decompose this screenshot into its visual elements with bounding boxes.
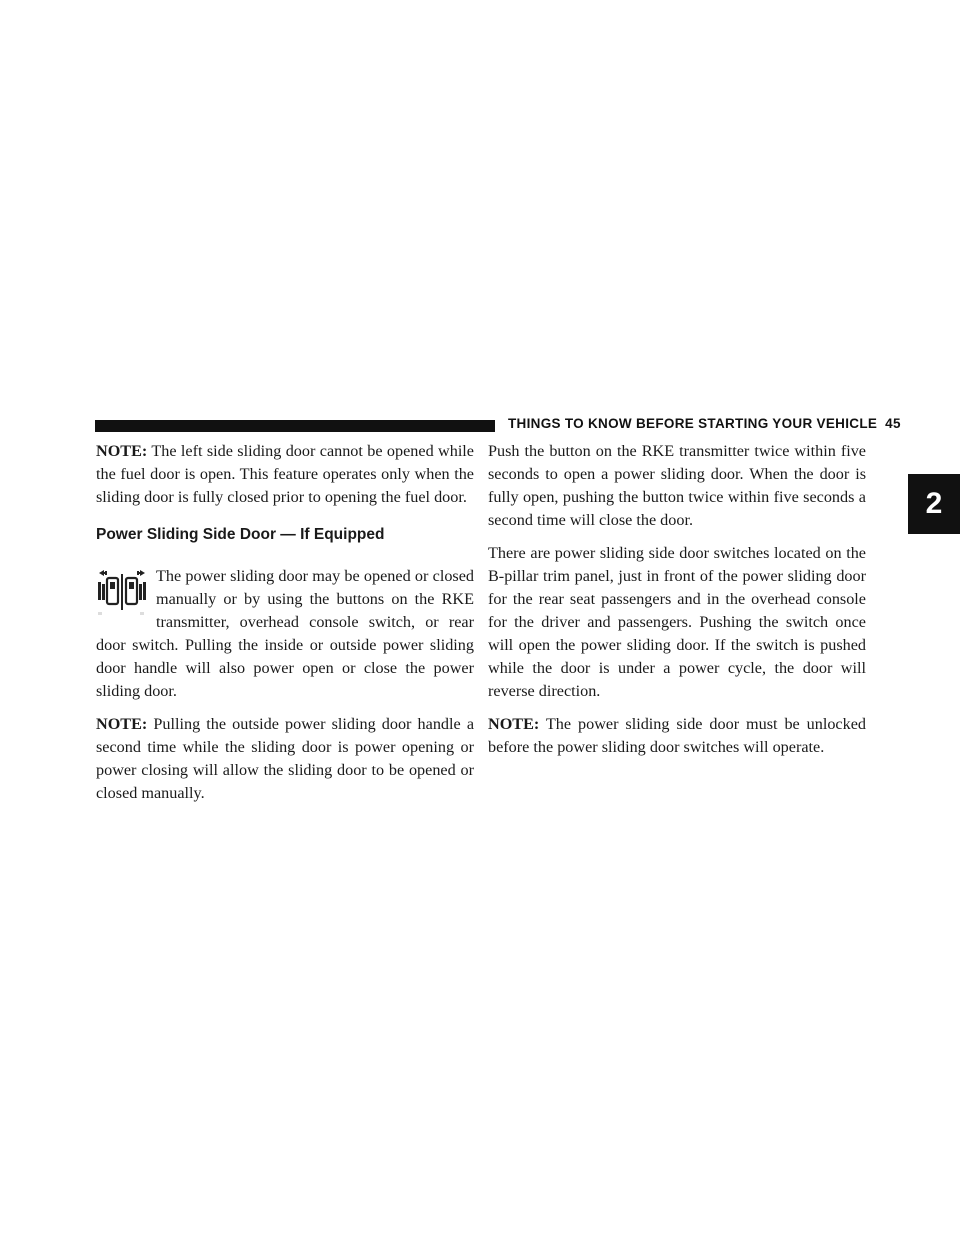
body-paragraph: Push the button on the RKE transmitter twice within five seconds to open a power sliding door. When the door is fully open, pushing the button twice within five seconds a second time will close the door. [488,442,866,529]
header-bar [95,420,495,432]
page-number: 45 [885,416,901,431]
note-text: The power sliding side door must be unlocked before the power sliding door switches will operate. [488,715,866,756]
section-heading: Power Sliding Side Door — If Equipped [96,526,385,543]
note-paragraph [96,713,474,805]
body-paragraph: The power sliding door may be opened or closed manually or by using the buttons on the RKE transmitter, overhead console switch, or rear door switch. Pulling the inside or outside power sliding door handle will also power open or close the power sliding door. [96,567,474,700]
note-label: NOTE: [96,442,148,460]
running-header [508,416,901,431]
power-sliding-door-icon [96,565,148,632]
note-paragraph [488,713,866,759]
right-column [488,440,866,769]
body-paragraph: There are power sliding side door switches located on the B-pillar trim panel, just in front of the power sliding door for the rear seat passengers and in the overhead console for the driver and passengers. Pushing the switch once will open the power sliding door. If the switch is pushed while the door is under a power cycle, the door will reverse direction. [488,544,866,700]
note-label: NOTE: [96,715,148,733]
note-label: NOTE: [488,715,540,733]
header-title: THINGS TO KNOW BEFORE STARTING YOUR VEHICLE [508,416,878,431]
chapter-tab: 2 [908,474,960,534]
note-paragraph [96,440,474,509]
left-column [96,440,474,815]
note-text: Pulling the outside power sliding door handle a second time while the sliding door is power opening or power closing will allow the sliding door to be opened or closed manually. [96,715,474,802]
icon-paragraph-block [96,565,474,713]
note-text: The left side sliding door cannot be opened while the fuel door is open. This feature operates only when the sliding door is fully closed prior to opening the fuel door. [96,442,474,506]
